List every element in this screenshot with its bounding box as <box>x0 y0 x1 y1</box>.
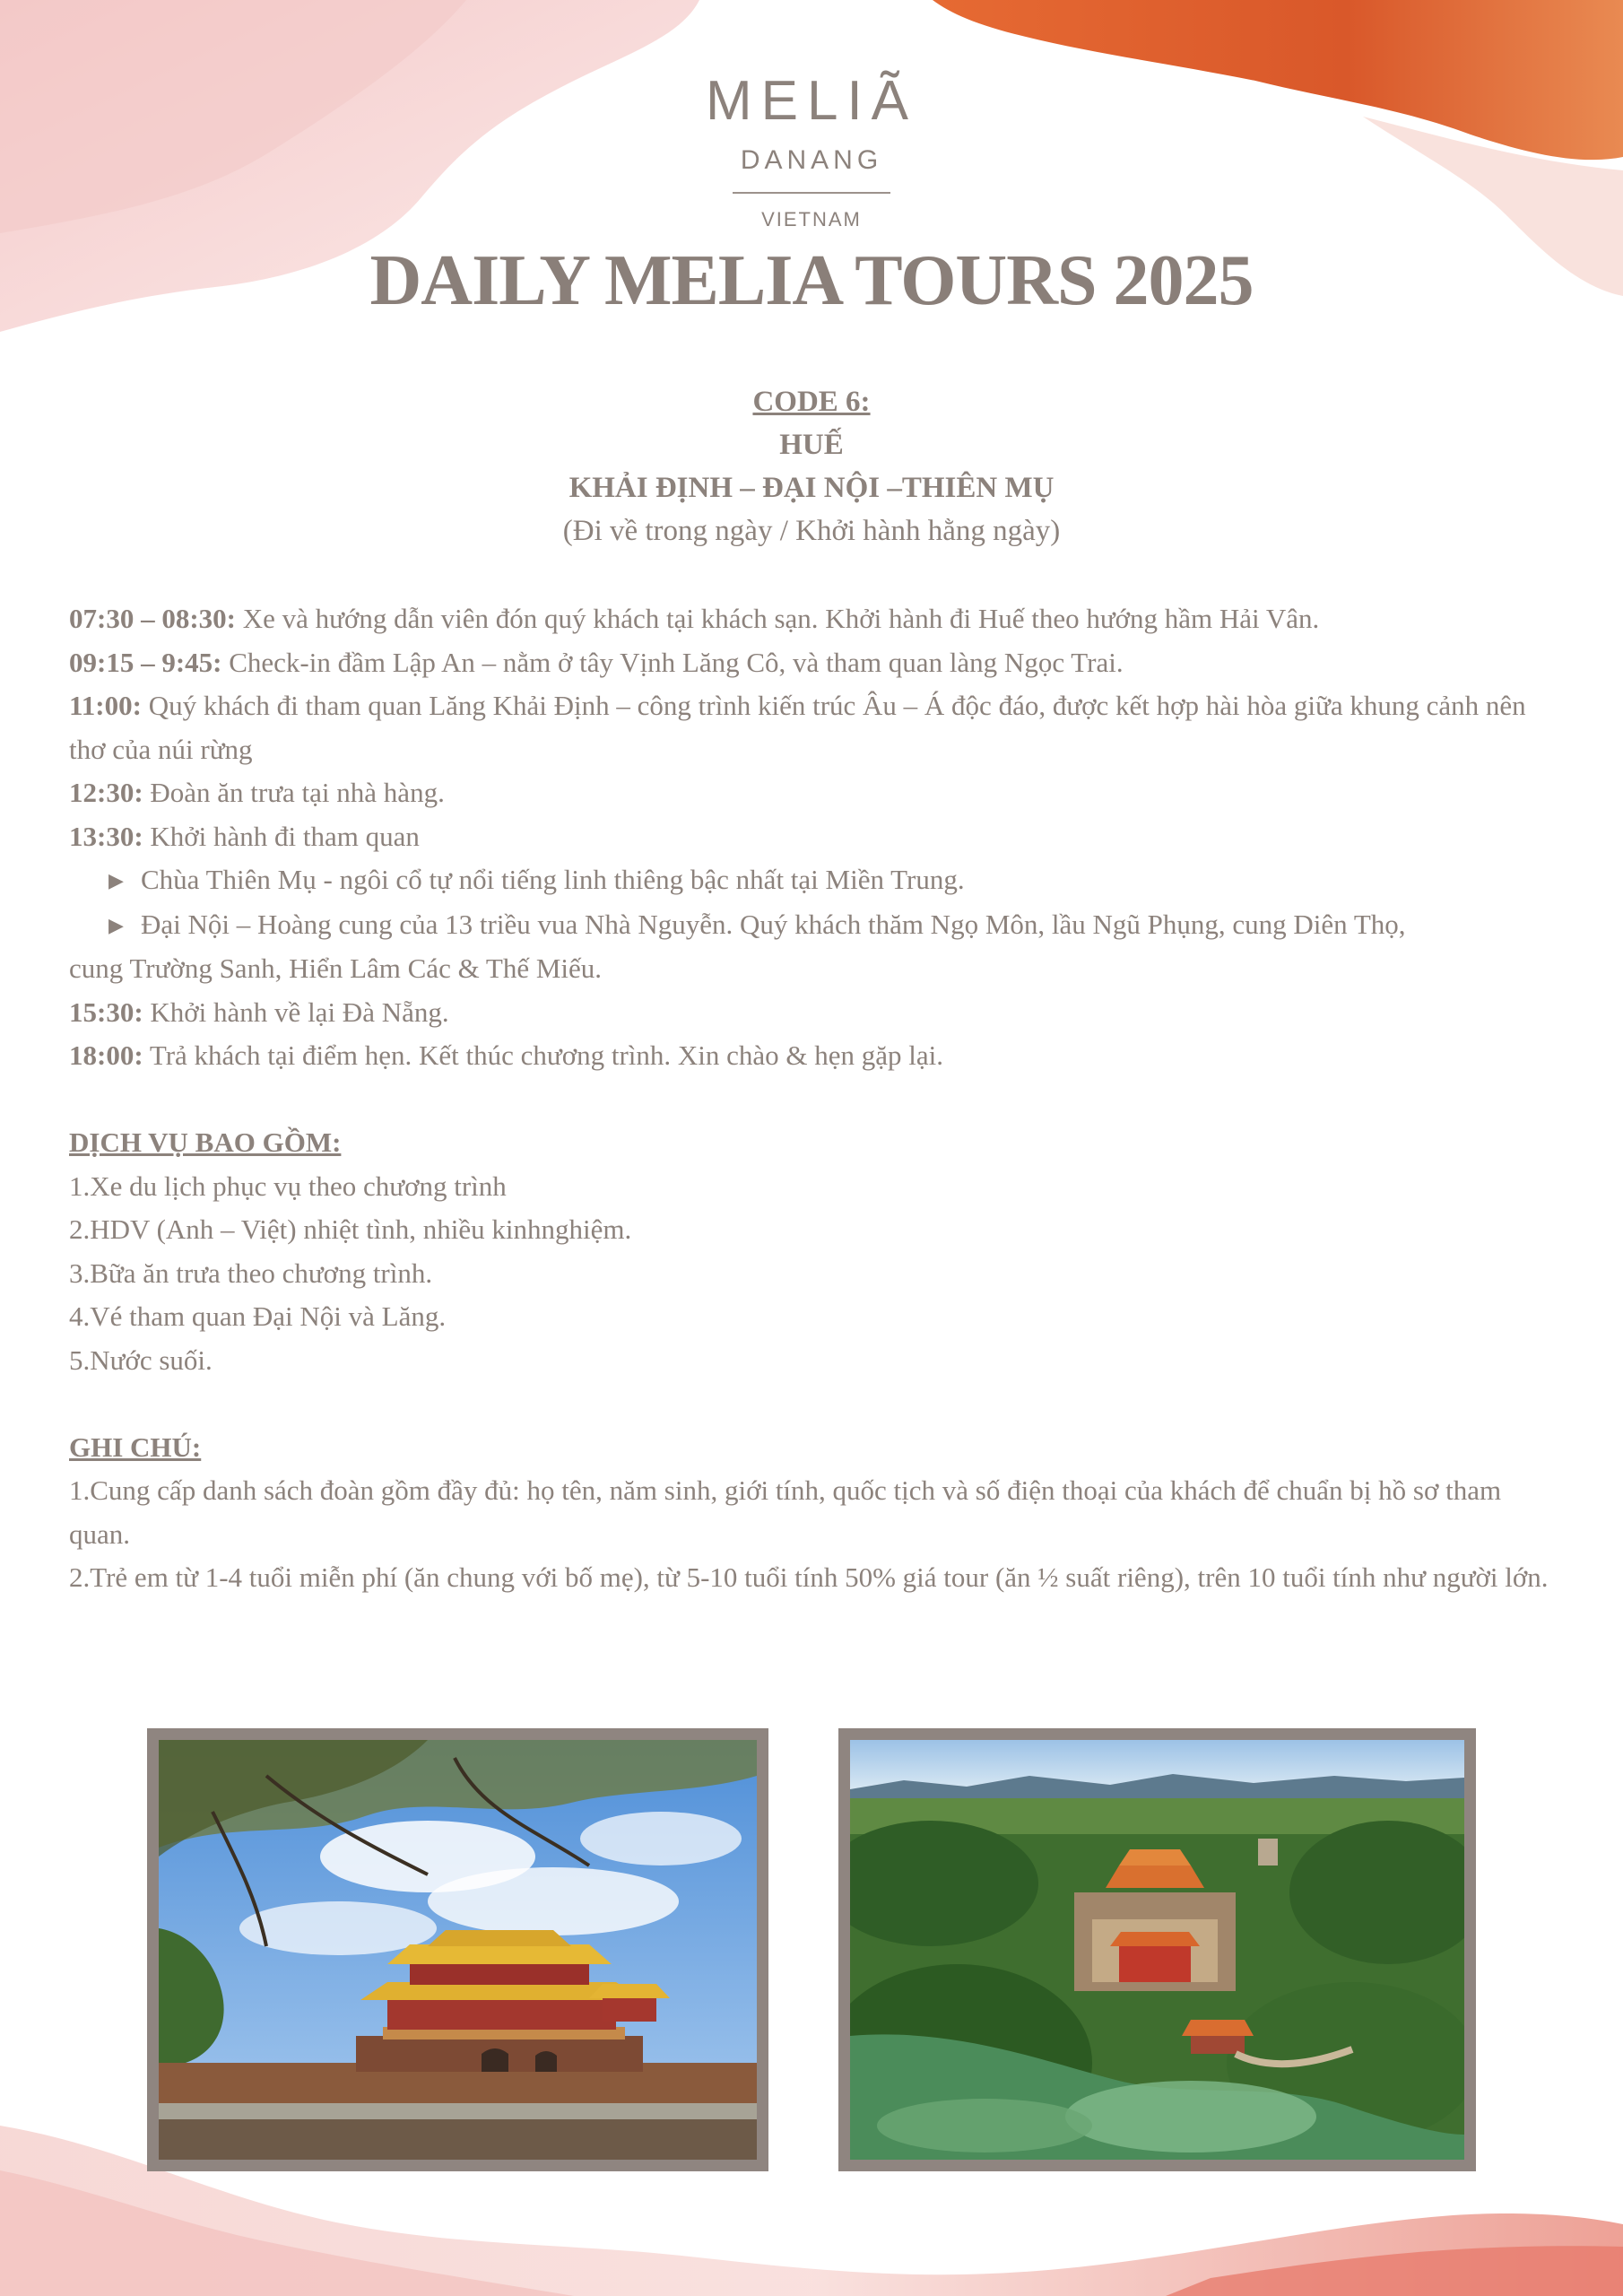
itinerary-time: 13:30: <box>69 820 143 852</box>
services-section <box>69 1121 1558 1382</box>
itinerary-time: 12:30: <box>69 777 143 808</box>
itinerary-item <box>69 597 1558 641</box>
note-item: 1.Cung cấp danh sách đoàn gồm đầy đủ: họ tên, năm sinh, giới tính, quốc tịch và số điện thoại của khách để chuẩn bị hồ sơ tham quan. <box>69 1474 1502 1550</box>
logo-brand: MELIÃ <box>705 70 918 132</box>
itinerary-time: 11:00: <box>69 690 142 721</box>
logo-city: DANANG <box>740 145 883 175</box>
note-item: 2.Trẻ em từ 1-4 tuổi miễn phí (ăn chung với bố mẹ), từ 5-10 tuổi tính 50% giá tour (ăn ½ suất riêng), trên 10 tuổi tính như người lớn. <box>69 1561 1549 1593</box>
service-item: 1.Xe du lịch phục vụ theo chương trình <box>69 1170 507 1202</box>
notes-heading: GHI CHÚ: <box>69 1431 202 1463</box>
itinerary-time: 07:30 – 08:30: <box>69 603 236 634</box>
itinerary-item <box>69 991 1558 1035</box>
service-item: 4.Vé tham quan Đại Nội và Lăng. <box>69 1300 447 1332</box>
sight-bullet <box>69 903 1558 948</box>
spacer <box>69 1078 1558 1122</box>
itinerary-time: 09:15 – 9:45: <box>69 646 222 678</box>
sight-text: Đại Nội – Hoàng cung của 13 triều vua Nhà Nguyễn. Quý khách thăm Ngọ Môn, lầu Ngũ Phụng, cung Diên Thọ, <box>141 908 1406 940</box>
photo-tomb-aerial <box>838 1728 1476 2171</box>
itinerary-text: Khởi hành đi tham quan <box>143 820 420 852</box>
service-item: 2.HDV (Anh – Việt) nhiệt tình, nhiều kinhnghiệm. <box>69 1213 632 1245</box>
tour-route: KHẢI ĐỊNH – ĐẠI NỘI –THIÊN MỤ <box>568 472 1055 504</box>
itinerary-time: 15:30: <box>69 996 143 1028</box>
itinerary-item <box>69 815 1558 859</box>
itinerary <box>69 597 1558 1078</box>
tour-header <box>0 380 1623 552</box>
itinerary-text: Đoàn ăn trưa tại nhà hàng. <box>143 777 445 808</box>
arrow-bullet-icon: ▶ <box>108 869 124 891</box>
page-title: DAILY MELIA TOURS 2025 <box>369 241 1254 320</box>
spacer <box>69 1382 1558 1426</box>
melia-logo <box>681 70 942 231</box>
sight-text: Chùa Thiên Mụ - ngôi cổ tự nổi tiếng linh thiêng bậc nhất tại Miền Trung. <box>141 864 965 895</box>
sight-bullet-continuation: cung Trường Sanh, Hiển Lâm Các & Thế Miếu. <box>69 952 603 984</box>
tour-destination: HUẾ <box>779 429 844 461</box>
itinerary-text: Trả khách tại điểm hẹn. Kết thúc chương trình. Xin chào & hẹn gặp lại. <box>143 1039 944 1071</box>
tour-content <box>69 597 1558 1600</box>
tour-schedule-note: (Đi về trong ngày / Khởi hành hằng ngày) <box>562 515 1061 547</box>
itinerary-item <box>69 1034 1558 1078</box>
services-heading: DỊCH VỤ BAO GỒM: <box>69 1126 342 1158</box>
itinerary-item <box>69 641 1558 685</box>
logo-country: VIETNAM <box>761 208 862 230</box>
logo-divider <box>733 192 890 194</box>
itinerary-text: Xe và hướng dẫn viên đón quý khách tại khách sạn. Khởi hành đi Huế theo hướng hầm Hải Vân. <box>235 603 1320 634</box>
service-item: 5.Nước suối. <box>69 1344 213 1376</box>
itinerary-time: 18:00: <box>69 1039 143 1071</box>
photo-ngo-mon-gate <box>147 1728 768 2171</box>
tour-code: CODE 6: <box>752 386 871 418</box>
itinerary-text: Khởi hành về lại Đà Nẵng. <box>143 996 449 1028</box>
itinerary-text: Check-in đầm Lập An – nằm ở tây Vịnh Lăng Cô, và tham quan làng Ngọc Trai. <box>221 646 1124 678</box>
itinerary-text: Quý khách đi tham quan Lăng Khải Định – công trình kiến trúc Âu – Á độc đáo, được kết hợp hài hòa giữa khung cảnh nên thơ của núi rừng <box>69 690 1526 765</box>
arrow-bullet-icon: ▶ <box>108 913 124 936</box>
itinerary-item <box>69 771 1558 815</box>
service-item: 3.Bữa ăn trưa theo chương trình. <box>69 1257 433 1289</box>
itinerary-item <box>69 684 1558 771</box>
sight-bullet <box>69 858 1558 903</box>
notes-section <box>69 1426 1558 1600</box>
